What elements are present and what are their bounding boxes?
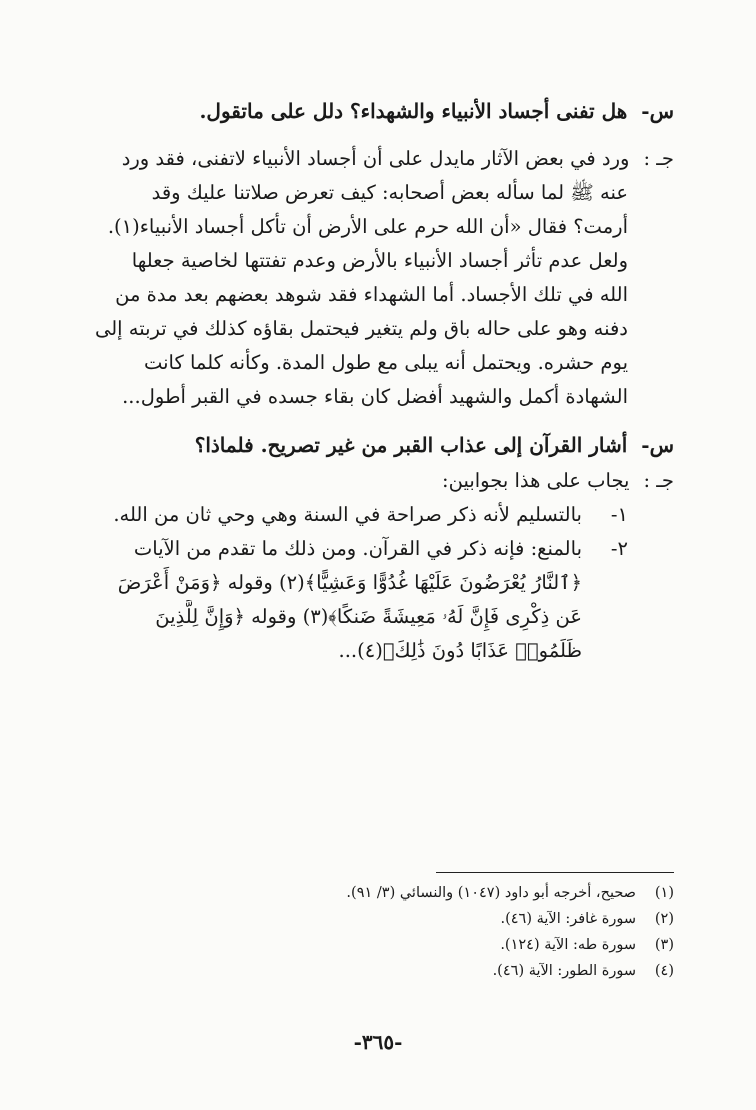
footnote-text: سورة طه: الآية (١٢٤). — [500, 937, 636, 953]
footnote — [84, 932, 674, 958]
answer-1-line: يوم حشره. ويحتمل أنه يبلى مع طول المدة. وكأنه كلما كانت — [143, 351, 628, 374]
answer-2-label: جـ : — [643, 469, 674, 492]
footnote — [84, 880, 674, 906]
answer-1 — [84, 142, 674, 414]
question-1 — [84, 94, 674, 128]
answer-1-line: ورد في بعض الآثار مايدل على أن أجساد الأنبياء لاتفنى، فقد ورد — [121, 147, 630, 170]
item-number: ٢- — [610, 537, 628, 560]
answer-1-label: جـ : — [643, 147, 674, 170]
answer-1-line: الشهادة أكمل والشهيد أفضل كان بقاء جسده في القبر أطول... — [122, 385, 628, 408]
footnote-text: سورة الطور: الآية (٤٦). — [492, 963, 636, 979]
question-2-label: س- — [641, 433, 674, 457]
footnote — [84, 906, 674, 932]
footnotes — [84, 880, 674, 984]
answer-2-item-2 — [84, 532, 674, 566]
answer-2 — [84, 464, 674, 668]
footnote-number: (١) — [654, 885, 674, 901]
footnote-divider — [436, 872, 674, 873]
answer-1-line: أرمت؟ فقال «أن الله حرم على الأرض أن تأكل أجساد الأنبياء(١). — [107, 215, 628, 238]
footnote-text: سورة غافر: الآية (٤٦). — [500, 911, 636, 927]
item-text: بالمنع: فإنه ذكر في القرآن. ومن ذلك ما تقدم من الآيات — [133, 537, 582, 560]
question-1-label: س- — [641, 99, 674, 123]
answer-1-line: الله في تلك الأجساد. أما الشهداء فقد شوهد بعضهم بعد مدة من — [115, 283, 628, 306]
answer-2-intro: يجاب على هذا بجوابين: — [442, 469, 630, 492]
question-2 — [84, 428, 674, 462]
quran-verse-line: ظَلَمُوا۟ عَذَابًا دُونَ ذَٰلِكَ﴾(٤)... — [338, 639, 582, 662]
footnote-text: صحيح، أخرجه أبو داود (١٠٤٧) والنسائي (٣/ ٩١). — [346, 885, 636, 901]
answer-1-line: دفنه وهو على حاله باق ولم يتغير فيحتمل بقاؤه كذلك في تربته إلى — [94, 317, 628, 340]
quran-verse-line: عَن ذِكْرِى فَإِنَّ لَهُۥ مَعِيشَةً ضَنكًا﴾(٣) وقوله ﴿وَإِنَّ لِلَّذِينَ — [155, 605, 582, 628]
page-number: -٣٦٥- — [353, 1030, 403, 1054]
quran-verse-line: ﴿ٱلنَّارُ يُعْرَضُونَ عَلَيْهَا غُدُوًّا وَعَشِيًّا﴾(٢) وقوله ﴿وَمَنْ أَعْرَضَ — [117, 571, 582, 594]
footnote-number: (٤) — [654, 963, 674, 979]
question-2-text: أشار القرآن إلى عذاب القبر من غير تصريح. فلماذا؟ — [194, 433, 628, 457]
footnote-number: (٢) — [654, 911, 674, 927]
footnote — [84, 958, 674, 984]
answer-1-line: ولعل عدم تأثر أجساد الأنبياء بالأرض وعدم تفتتها لخاصية جعلها — [131, 249, 628, 272]
item-text: بالتسليم لأنه ذكر صراحة في السنة وهي وحي ثان من الله. — [113, 503, 582, 526]
answer-2-item-1 — [84, 498, 674, 532]
footnote-number: (٣) — [654, 937, 674, 953]
question-1-text: هل تفنى أجساد الأنبياء والشهداء؟ دلل على ماتقول. — [199, 99, 628, 123]
item-number: ١- — [610, 503, 628, 526]
answer-1-line: عنه ﷺ لما سأله بعض أصحابه: كيف تعرض صلاتنا عليك وقد — [151, 181, 628, 204]
